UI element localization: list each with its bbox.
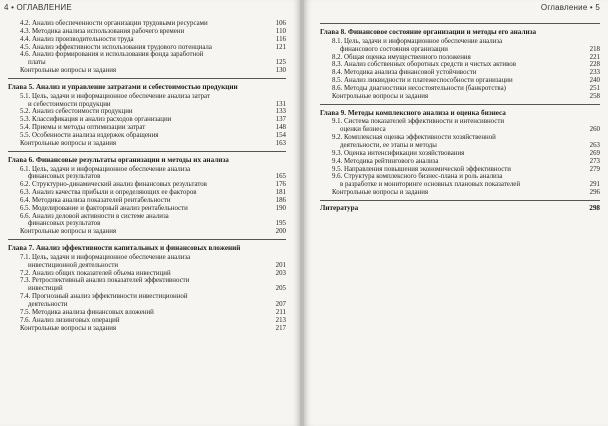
page-number: 154 (275, 131, 286, 139)
entry-title: 9.3. Оценка интенсификации хозяйствования (332, 149, 465, 157)
page-number: 165 (275, 173, 286, 181)
entry-title-continued: оценки бизнеса (340, 126, 386, 134)
page-number: 131 (275, 100, 286, 108)
entry-title: 7.5. Методика анализа финансовых вложений (20, 308, 154, 316)
entry-title: 4.3. Методика анализа использования рабочего времени (20, 27, 185, 35)
entry-title: 5.1. Цель, задачи и информационное обеспечение анализа затрат (20, 92, 210, 100)
toc-entry (8, 197, 286, 205)
entry-title: Контрольные вопросы и задания (20, 228, 117, 236)
page-number: 233 (589, 69, 600, 77)
page-number: 269 (589, 149, 600, 157)
entry-title: 8.2. Общая оценка имущественного положения (332, 53, 471, 61)
table-of-contents (8, 20, 286, 332)
entry-title: 8.6. Методы диагностики несостоятельности (банкротства) (332, 84, 506, 92)
divider (320, 200, 600, 201)
page-number: 200 (275, 228, 286, 236)
entry-title: 4.4. Анализ производительности труда (20, 35, 134, 43)
toc-entry (8, 51, 286, 67)
toc-entry (320, 77, 600, 85)
chapter-title: Глава 7. Анализ эффективности капитальных и финансовых вложений (8, 244, 241, 253)
entry-title: 4.2. Анализ обеспеченности организации трудовыми ресурсами (20, 20, 208, 27)
entry-title: 5.2. Анализ себестоимости продукции (20, 108, 133, 116)
page-number: 221 (589, 53, 600, 61)
page-number: 296 (589, 189, 600, 197)
page-number: 207 (275, 301, 286, 308)
chapter-heading (8, 245, 286, 253)
chapter-title: Глава 8. Финансовое состояние организации и методы его анализа (320, 28, 537, 36)
entry-title: 7.6. Анализ лизинговых операций (20, 316, 120, 324)
entry-title: 5.3. Классификация и анализ расходов организации (20, 116, 172, 124)
toc-entry (320, 134, 600, 150)
entry-title: 6.6. Анализ деловой активности в системе анализа (20, 212, 169, 220)
entry-title: 9.4. Методика рейтингового анализа (332, 157, 439, 165)
divider (320, 23, 600, 24)
entry-title: 6.2. Структурно-динамический анализ финансовых результатов (20, 181, 207, 189)
entry-title: 8.4. Методика анализа финансовой устойчивости (332, 69, 477, 77)
entry-title: 9.2. Комплексная оценка эффективности хозяйственной (332, 134, 496, 142)
entry-title-continued: финансовых результатов (28, 220, 101, 228)
page-number: 273 (589, 157, 600, 165)
page-number: 121 (275, 43, 286, 51)
divider (320, 104, 600, 105)
toc-entry (8, 270, 286, 278)
entry-title-continued: деятельности (28, 301, 68, 308)
toc-entry (8, 309, 286, 317)
chapter-heading (8, 157, 286, 165)
entry-title: 7.1. Цель, задачи и информационное обеспечение анализа (20, 253, 191, 261)
entry-title: Контрольные вопросы и задания (20, 324, 117, 332)
table-of-contents (320, 20, 600, 213)
toc-entry (8, 254, 286, 270)
toc-entry-review (8, 228, 286, 236)
entry-title: 9.5. Направления повышения экономической эффективности (332, 165, 511, 173)
page-number: 263 (589, 141, 600, 149)
entry-title: Контрольные вопросы и задания (20, 139, 117, 147)
toc-entry (8, 181, 286, 189)
page-header: Оглавление • 5 (540, 3, 600, 12)
toc-entry (320, 118, 600, 134)
page-number: 251 (589, 84, 600, 92)
page-number: 218 (589, 45, 600, 53)
toc-entry (8, 36, 286, 44)
page-number: 291 (589, 181, 600, 189)
toc-entry (8, 213, 286, 229)
toc-entry (8, 277, 286, 293)
entry-title: 9.6. Структура комплексного бизнес-плана и роль анализа (332, 173, 503, 181)
toc-entry (8, 28, 286, 36)
page-header: 4 • ОГЛАВЛЕНИЕ (4, 3, 72, 12)
page-number: 110 (275, 27, 286, 35)
toc-entry (8, 124, 286, 132)
entry-title-continued: финансовых результатов (28, 173, 101, 181)
toc-groups (320, 23, 600, 197)
page-number: 213 (275, 316, 286, 324)
entry-title: 8.3. Анализ собственных оборотных средств и чистых активов (332, 61, 517, 69)
entry-title: 6.3. Анализ качества прибыли и определяющих ее факторов (20, 189, 197, 197)
page-number: 279 (589, 165, 600, 173)
entry-title-continued: инвестиционной деятельности (28, 261, 119, 269)
toc-entry-review (8, 140, 286, 148)
toc-entry (320, 158, 600, 166)
toc-entry (8, 293, 286, 309)
toc-entry (8, 205, 286, 213)
chapter-title: Глава 9. Методы комплексного анализа и оценка бизнеса (320, 108, 506, 117)
page-number: 137 (275, 116, 286, 124)
toc-entry-review (320, 189, 600, 197)
chapter-heading (8, 84, 286, 92)
toc-entry (8, 108, 286, 116)
page-number: 116 (275, 35, 286, 43)
entry-title: 8.1. Цель, задачи и информационное обеспечение анализа (332, 37, 503, 45)
page-number: 195 (275, 220, 286, 228)
page-number: 211 (275, 308, 286, 316)
entry-title: 8.5. Анализ ликвидности и платежеспособности организации (332, 77, 513, 85)
page-number: 258 (589, 92, 600, 100)
toc-entry-literature (320, 205, 600, 213)
entry-title: Контрольные вопросы и задания (332, 189, 429, 197)
entry-title-continued: финансового состояния организации (340, 45, 448, 53)
page-number: 125 (275, 59, 286, 67)
toc-entry-review (8, 325, 286, 333)
entry-title: 6.5. Моделирование и факторный анализ рентабельности (20, 204, 188, 212)
page-number: 190 (275, 204, 286, 212)
entry-title: 9.1. Система показателей эффективности и интенсивности (332, 118, 505, 126)
chapter-title: Глава 6. Финансовые результаты организации и методы их анализа (8, 155, 229, 164)
page-number: 106 (275, 20, 286, 27)
entry-title: 7.4. Прогнозный анализ эффективности инвестиционной (20, 293, 188, 301)
page-number: 163 (275, 139, 286, 147)
page-number: 133 (275, 108, 286, 116)
entry-title: 7.3. Ретроспективный анализ показателей эффективности (20, 277, 190, 285)
entry-title: 6.4. Методика анализа показателей рентабельности (20, 196, 171, 204)
page-number: 201 (275, 261, 286, 269)
entry-title: Контрольные вопросы и задания (20, 67, 117, 75)
toc-entry (8, 132, 286, 140)
page-number: 181 (275, 189, 286, 197)
toc-entry (8, 317, 286, 325)
page-number: 176 (275, 181, 286, 189)
toc-entry (320, 61, 600, 69)
toc-entry (8, 166, 286, 182)
page-number: 217 (275, 324, 286, 332)
entry-title-continued: и себестоимости продукции (28, 100, 111, 108)
entry-title-continued: деятельности, ее этапы и методы (340, 141, 437, 149)
entry-title: 4.5. Анализ эффективности использования трудового потенциала (20, 43, 212, 51)
page-number: 148 (275, 124, 286, 132)
toc-entry (8, 20, 286, 28)
page-number: 205 (275, 285, 286, 293)
chapter-title: Глава 5. Анализ и управление затратами и себестоимостью продукции (8, 82, 238, 91)
toc-entry (8, 189, 286, 197)
toc-entry-review (8, 67, 286, 75)
toc-entry (320, 173, 600, 189)
entry-title: 6.1. Цель, задачи и информационное обеспечение анализа (20, 165, 191, 173)
entry-title-continued: платы (28, 59, 46, 67)
toc-entry-review (320, 93, 600, 101)
page-number: 298 (589, 203, 600, 212)
page-number: 260 (589, 126, 600, 134)
toc-entry (8, 116, 286, 124)
toc-entry (320, 38, 600, 54)
chapter-heading (320, 110, 600, 118)
toc-entry (320, 150, 600, 158)
toc-entry (320, 54, 600, 62)
page-number: 240 (589, 77, 600, 85)
chapter-heading (320, 29, 600, 37)
entry-title-continued: в разработке и мониторинге основных плановых показателей (340, 181, 521, 189)
entry-title: 7.2. Анализ общих показателей объема инвестиций (20, 269, 171, 277)
divider (8, 239, 286, 240)
page-number: 186 (275, 196, 286, 204)
toc-entry (8, 93, 286, 109)
page-number: 228 (589, 61, 600, 69)
divider (8, 151, 286, 152)
right-page (304, 0, 608, 426)
entry-title: Контрольные вопросы и задания (332, 92, 429, 100)
page-number: 130 (275, 67, 286, 75)
page-number: 203 (275, 269, 286, 277)
entry-title: 5.5. Особенности анализа издержек обращения (20, 131, 159, 139)
entry-title: 4.6. Анализ формирования и использования фонда заработной (20, 51, 204, 59)
entry-title: Литература (320, 203, 359, 212)
toc-entry (320, 85, 600, 93)
toc-entry (8, 44, 286, 52)
left-page (0, 0, 300, 426)
entry-title: 5.4. Приемы и методы оптимизации затрат (20, 124, 146, 132)
toc-entry (320, 69, 600, 77)
toc-entry (320, 166, 600, 174)
divider (8, 78, 286, 79)
entry-title-continued: инвестиций (28, 285, 63, 293)
